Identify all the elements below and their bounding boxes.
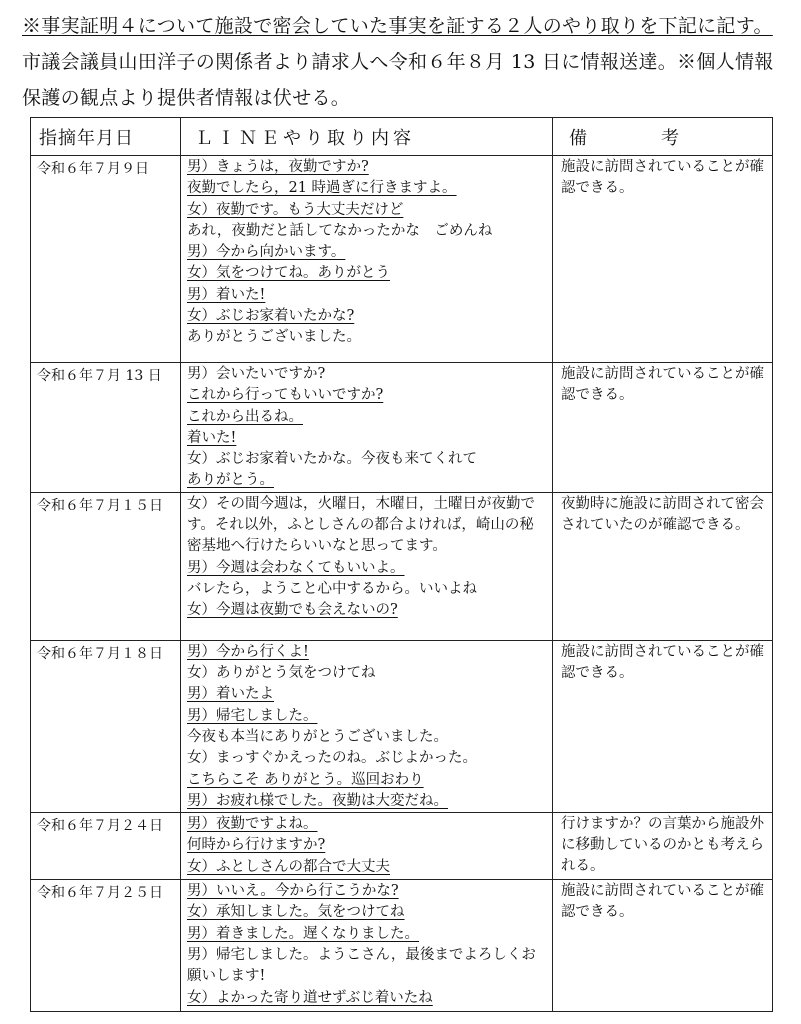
date-cell: 令和６年７月２５日 [31, 880, 181, 1012]
intro-underlined-sentence: ※事実証明４について施設で密会していた事実を証する２人のやり取りを下記に記す。 [22, 15, 773, 37]
message-line: 男）きょうは，夜勤ですか? [187, 159, 369, 175]
remarks-cell: 行けますか？の言葉から施設外に移動しているのかとも考えられる。 [553, 813, 773, 880]
message-line: 女）ぶじお家着いたかな。今夜も来てくれて [187, 451, 477, 468]
table-row [31, 156, 773, 363]
table-row [31, 363, 773, 493]
message-line: 何時から行けますか? [187, 837, 326, 854]
intro-paragraph [22, 8, 782, 116]
remarks-cell: 施設に訪問されていることが確認できる。 [553, 363, 773, 493]
message-line: 女）その間今週は，火曜日，木曜日，土曜日が夜勤です。それ以外，ふとしさんの都合よければ，崎山の秘密基地へ行けたらいいなと思ってます。 [187, 495, 535, 555]
table-row [31, 880, 773, 1012]
date-cell: 令和６年７月９日 [31, 156, 181, 363]
message-line: 男）帰宅しました。ようこさん，最後までよろしくお願いします! [187, 947, 536, 985]
date-cell: 令和６年７月１８日 [31, 640, 181, 812]
message-line: 男）今から行くよ! [187, 643, 309, 660]
date-cell: 令和６年７月２４日 [31, 813, 181, 880]
intro-sentence: 市議会議員山田洋子の関係者より請求人へ令和６年８月 13 日に情報送達。※個人情報保護の観点より提供者情報は伏せる。 [22, 51, 774, 109]
message-line: 女）承知しました。気をつけてね [187, 904, 405, 921]
remarks-cell: 施設に訪問されていることが確認できる。 [553, 880, 773, 1012]
header-remarks: 備 考 [553, 118, 773, 156]
conversation-cell [181, 640, 553, 812]
table-body [31, 156, 773, 1012]
message-line: これから出るね。 [187, 408, 303, 425]
message-line: 男）着いた! [187, 286, 266, 303]
header-date: 指摘年月日 [31, 118, 181, 156]
remarks-cell: 施設に訪問されていることが確認できる。 [553, 156, 773, 363]
message-line: こちらこそ ありがとう。巡回おわり [187, 771, 424, 788]
message-line: 女）気をつけてね。ありがとう [187, 265, 390, 282]
table-row [31, 813, 773, 880]
message-line: 夜勤でしたら，21 時過ぎに行きますよ。 [187, 180, 457, 197]
message-line: 男）いいえ。今から行こうかな? [187, 883, 399, 900]
conversation-cell [181, 492, 553, 640]
date-cell: 令和６年７月 13 日 [31, 363, 181, 493]
message-line: 女）ぶじお家着いたかな? [187, 308, 355, 325]
date-cell: 令和６年７月１５日 [31, 492, 181, 640]
message-line: 女）まっすぐかえったのね。ぶじよかった。 [187, 750, 477, 767]
conversation-cell [181, 813, 553, 880]
conversation-cell [181, 363, 553, 493]
message-line: 女）ありがとう気をつけてね [187, 665, 376, 682]
message-line: あれ，夜勤だと話してなかったかな ごめんね [187, 222, 493, 239]
message-line: 男）会いたいですか? [187, 366, 326, 382]
message-line: 男）着きました。遅くなりました。 [187, 925, 419, 942]
remarks-cell: 夜勤時に施設に訪問されて密会されていたのが確認できる。 [553, 492, 773, 640]
message-line: 女）今週は夜勤でも会えないの? [187, 602, 398, 619]
message-line: 今夜も本当にありがとうございました。 [187, 728, 448, 745]
message-line: 男）帰宅しました。 [187, 707, 318, 724]
message-line: 女）夜勤です。もう大丈夫だけど [187, 201, 404, 218]
message-line: ありがとう。 [187, 472, 274, 489]
message-line: 男）今から向かいます。 [187, 244, 346, 261]
message-line: 女）ふとしさんの都合で大丈夫 [187, 858, 390, 875]
line-exchange-table [30, 117, 773, 1012]
message-line: 男）今週は会わなくてもいいよ。 [187, 559, 405, 576]
table-row [31, 492, 773, 640]
header-content: ＬＩＮＥやり取り内容 [181, 118, 553, 156]
message-line: 男）着いたよ [187, 686, 274, 703]
message-line: これから行ってもいいですか? [187, 387, 384, 404]
table-header-row [31, 118, 773, 156]
message-line: ありがとうございました。 [187, 329, 361, 346]
table-row [31, 640, 773, 812]
message-line: 男）お疲れ様でした。夜勤は大変だね。 [187, 792, 448, 809]
conversation-cell [181, 156, 553, 363]
message-line: 女）よかった寄り道せずぶじ着いたね [187, 989, 433, 1006]
conversation-cell [181, 880, 553, 1012]
message-line: バレたら，ようこと心中するから。いいよね [187, 580, 477, 597]
message-line: 男）夜勤ですよね。 [187, 816, 318, 833]
remarks-cell: 施設に訪問されていることが確認できる。 [553, 640, 773, 812]
message-line: 着いた! [187, 429, 237, 446]
